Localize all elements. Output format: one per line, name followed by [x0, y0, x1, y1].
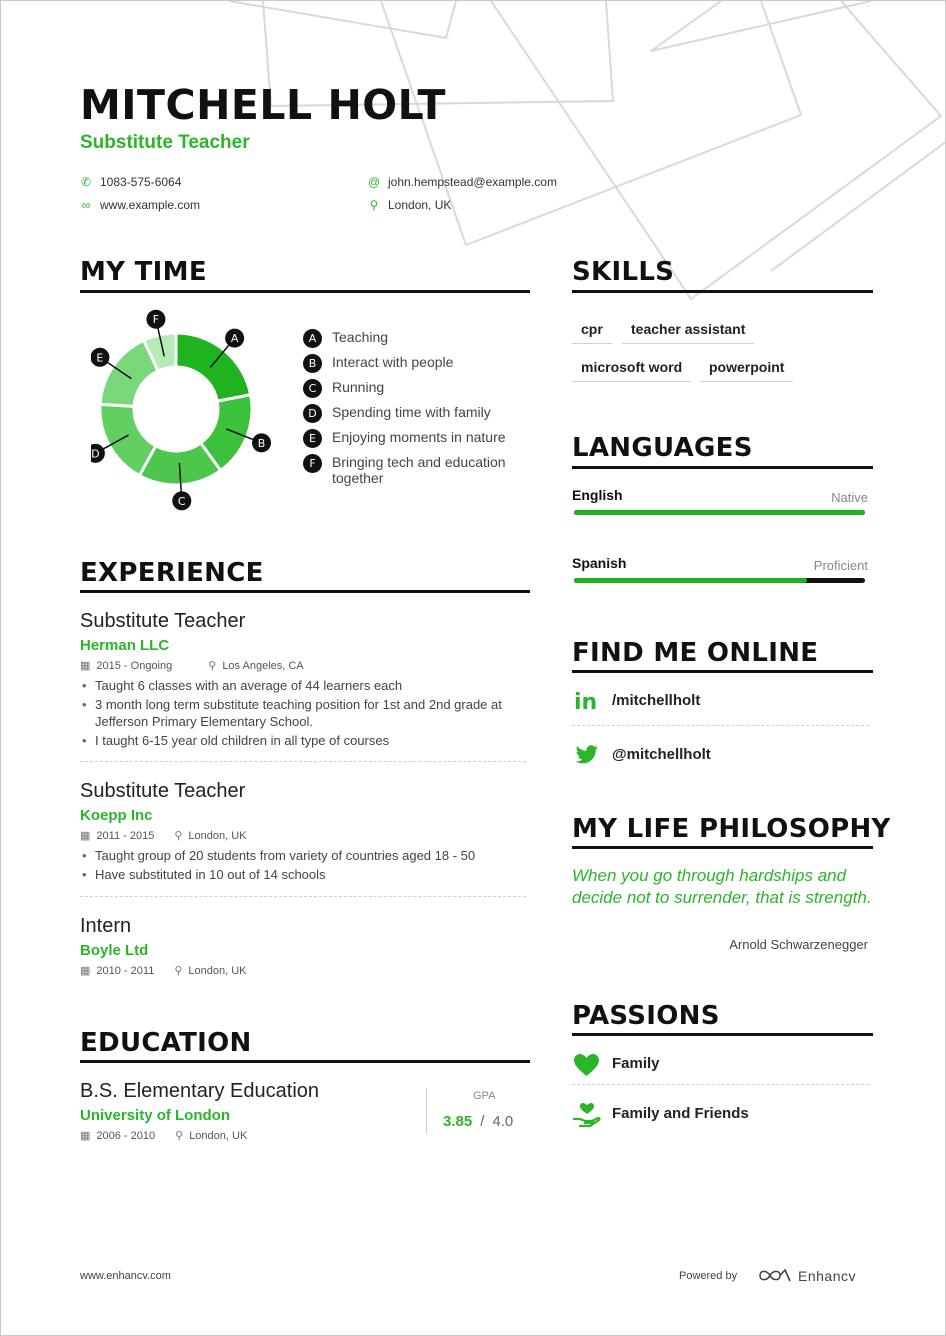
donut-label-text: E — [96, 351, 104, 365]
heart-icon — [573, 1053, 600, 1077]
website-contact[interactable] — [80, 198, 200, 212]
job-title: Substitute Teacher — [80, 780, 246, 802]
job-divider — [80, 761, 526, 762]
candidate-role: Substitute Teacher — [80, 132, 250, 153]
job-meta — [80, 659, 304, 672]
legend-item-e — [303, 429, 533, 454]
skill-tag: cpr — [572, 321, 612, 344]
education-meta — [80, 1129, 247, 1142]
passion-divider — [572, 1084, 869, 1085]
job-location: Los Angeles, CA — [222, 659, 304, 672]
donut-label-text: A — [230, 332, 239, 346]
time-legend — [303, 329, 533, 486]
job-bullet: • I taught 6-15 year old children in all type of courses — [80, 732, 525, 749]
calendar-icon: ▦ — [80, 1130, 91, 1142]
education-location: London, UK — [189, 1129, 248, 1142]
language-bar-fill — [574, 578, 807, 583]
language-bar-fill — [574, 510, 865, 515]
enhancv-logo-icon — [758, 1267, 792, 1284]
passion-label: Family and Friends — [612, 1105, 749, 1122]
legend-item-c — [303, 379, 533, 404]
job-dates: 2015 - Ongoing — [96, 659, 173, 672]
experience-title: EXPERIENCE — [80, 558, 264, 588]
language-name: English — [572, 487, 623, 503]
legend-item-d — [303, 404, 533, 429]
language-level: Proficient — [813, 558, 868, 573]
twitter-icon — [575, 745, 599, 765]
education-rule — [80, 1060, 530, 1063]
language-level: Native — [831, 490, 868, 505]
my-time-rule — [80, 290, 530, 293]
location-pin-icon: ⚲ — [208, 660, 217, 672]
time-donut-chart — [91, 306, 291, 516]
legend-label: Teaching — [332, 329, 389, 345]
gpa-max: 4.0 — [492, 1113, 514, 1130]
job-location: London, UK — [188, 964, 247, 977]
philosophy-rule — [572, 846, 873, 849]
legend-badge: D — [303, 404, 322, 423]
donut-label-text: C — [177, 494, 186, 508]
job-dates: 2011 - 2015 — [96, 829, 155, 842]
education-degree: B.S. Elementary Education — [80, 1080, 320, 1102]
online-rule — [572, 670, 873, 673]
footer-brand: Enhancv — [798, 1268, 856, 1284]
calendar-icon: ▦ — [80, 660, 91, 672]
location-pin-icon: ⚲ — [174, 965, 183, 977]
legend-label: Bringing tech and education together — [332, 454, 506, 486]
languages-title: LANGUAGES — [572, 433, 753, 463]
legend-label: Spending time with family — [332, 404, 491, 420]
location-contact — [368, 198, 451, 212]
location-pin-icon: ⚲ — [174, 830, 183, 842]
skill-tag: powerpoint — [700, 359, 793, 382]
gpa-divider — [426, 1088, 427, 1134]
calendar-icon: ▦ — [80, 830, 91, 842]
language-bar — [574, 578, 865, 583]
education-school: University of London — [80, 1107, 230, 1124]
passion-label: Family — [612, 1055, 660, 1072]
footer-site[interactable]: www.enhancv.com — [80, 1270, 171, 1282]
location-pin-icon: ⚲ — [175, 1130, 184, 1142]
linkedin-link[interactable]: /mitchellholt — [612, 692, 701, 709]
gpa-score: 3.85 — [443, 1113, 473, 1130]
my-time-title: MY TIME — [80, 257, 207, 287]
languages-rule — [572, 466, 873, 469]
philosophy-quote: When you go through hardships and decide not to surrender, that is strength. — [572, 866, 872, 907]
calendar-icon: ▦ — [80, 965, 91, 977]
hand-heart-icon — [573, 1102, 601, 1128]
twitter-link[interactable]: @mitchellholt — [612, 746, 711, 763]
job-bullet: • Taught group of 20 students from variety of countries aged 18 - 50 — [80, 847, 525, 864]
legend-badge: C — [303, 379, 322, 398]
location-pin-icon: ⚲ — [369, 198, 379, 212]
job-title: Substitute Teacher — [80, 610, 246, 632]
experience-rule — [80, 590, 530, 593]
at-icon: @ — [368, 175, 381, 189]
language-bar — [574, 510, 865, 515]
donut-label-text: D — [91, 447, 100, 461]
email-text[interactable]: john.hempstead@example.com — [388, 175, 557, 189]
job-location: London, UK — [188, 829, 247, 842]
job-meta — [80, 964, 246, 977]
job-company: Boyle Ltd — [80, 942, 149, 959]
passions-rule — [572, 1033, 873, 1036]
legend-label: Running — [332, 379, 385, 395]
online-divider — [572, 725, 869, 726]
skills-rule — [572, 290, 873, 293]
job-title: Intern — [80, 915, 132, 937]
legend-badge: A — [303, 329, 322, 348]
philosophy-title: MY LIFE PHILOSOPHY — [572, 814, 891, 844]
job-divider — [80, 896, 526, 897]
website-text[interactable]: www.example.com — [100, 198, 201, 212]
skills-title: SKILLS — [572, 257, 675, 287]
job-company: Herman LLC — [80, 637, 170, 654]
skill-tag: teacher assistant — [622, 321, 754, 344]
donut-label-text: B — [257, 436, 266, 450]
linkedin-icon: in — [574, 690, 598, 715]
location-text: London, UK — [388, 198, 452, 212]
footer-powered-by: Powered by — [679, 1270, 738, 1282]
phone-text: 1083-575-6064 — [100, 175, 182, 189]
donut-label-text: F — [152, 313, 160, 327]
legend-item-a — [303, 329, 533, 354]
education-dates: 2006 - 2010 — [96, 1129, 156, 1142]
candidate-name: MITCHELL HOLT — [80, 81, 446, 129]
link-icon: ∞ — [81, 198, 91, 212]
job-bullets — [80, 847, 525, 885]
email-contact[interactable] — [368, 175, 557, 189]
online-title: FIND ME ONLINE — [572, 638, 819, 668]
legend-badge: B — [303, 354, 322, 373]
legend-label: Enjoying moments in nature — [332, 429, 506, 445]
job-bullets — [80, 677, 525, 751]
job-bullet: • Have substituted in 10 out of 14 schools — [80, 866, 525, 883]
passions-title: PASSIONS — [572, 1001, 720, 1031]
job-bullet: • Taught 6 classes with an average of 44 learners each — [80, 677, 525, 694]
legend-item-f — [303, 454, 533, 486]
philosophy-author: Arnold Schwarzenegger — [729, 937, 868, 952]
phone-icon: ✆ — [80, 175, 92, 189]
job-company: Koepp Inc — [80, 807, 153, 824]
legend-label: Interact with people — [332, 354, 454, 370]
job-dates: 2010 - 2011 — [96, 964, 155, 977]
education-title: EDUCATION — [80, 1028, 252, 1058]
legend-item-b — [303, 354, 533, 379]
gpa-value — [443, 1113, 513, 1130]
skill-tag: microsoft word — [572, 359, 691, 382]
language-name: Spanish — [572, 555, 627, 571]
phone-contact — [80, 175, 181, 189]
legend-badge: E — [303, 429, 322, 448]
job-bullet: • 3 month long term substitute teaching position for 1st and 2nd grade at Jefferson Primary Elementary School. — [80, 696, 525, 730]
job-meta — [80, 829, 246, 842]
gpa-label: GPA — [473, 1090, 496, 1102]
gpa-separator: / — [480, 1113, 485, 1130]
legend-badge: F — [303, 454, 322, 473]
